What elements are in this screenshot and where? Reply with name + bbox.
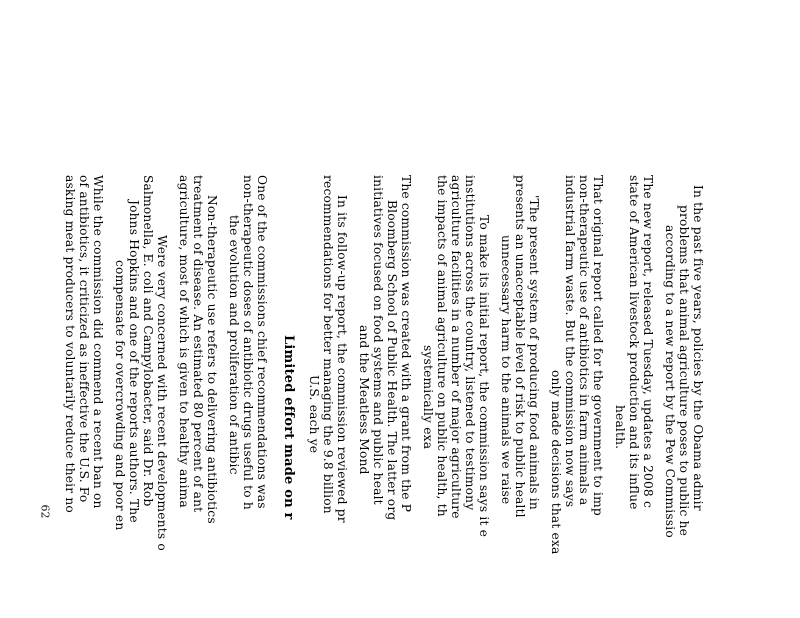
text-line: the evolution and proliferation of antibic (227, 215, 241, 475)
text-line: Bloomberg School of Public Health. The latter org (385, 200, 399, 521)
text-line: 'The present system of producing food animals in (527, 195, 541, 510)
text-line: asking meat producers to voluntarily reduce their no (63, 175, 77, 513)
text-line: recommendations for better managing the 9.8 billion (321, 175, 335, 514)
text-line: While the commission did commend a recent ban on (91, 175, 105, 509)
text-line: initiatives focused on food systems and public healt (371, 175, 385, 505)
text-line: In the past five years, policies by the Obama admir (691, 185, 705, 511)
text-line: institutions across the country, listened to testimony (463, 175, 477, 511)
text-line: agriculture facilities in a number of major agriculture (449, 175, 463, 519)
text-line: non-therapeutic doses of antibiotic drugs useful to h (241, 175, 255, 510)
text-line: treatment of disease. An estimated 80 percent of ant (191, 175, 205, 513)
text-line: systemically exa (421, 345, 435, 450)
text-line: the impacts of animal agriculture on public health, th (435, 175, 449, 517)
text-line: That original report called for the government to imp (591, 175, 605, 516)
text-line: and the Meatless Mond (357, 325, 371, 475)
text-line: only made decisions that exa (549, 370, 563, 555)
text-line: compensate for overcrowding and poor en (113, 260, 127, 531)
text-line: Salmonella, E. coli and Campylobacter, said Dr. Rob (141, 175, 155, 507)
text-line: presents an unacceptable level of risk to public healtl (513, 175, 527, 518)
text-line: The new report, released Tuesday, updates a 2008 c (641, 175, 655, 508)
text-line: To make its initial report, the commission says it e (477, 215, 491, 538)
text-line: The commission was created with a grant from the P (399, 175, 413, 513)
text-line: Non-therapeutic use refers to delivering antibiotics (205, 195, 219, 524)
text-line: according to a new report by the Pew Commissio (663, 225, 677, 538)
text-line: Johns Hopkins and one of the reports authors. The (127, 200, 141, 523)
section-heading: Limited effort made on r (281, 335, 296, 520)
page-number-label: 62 (38, 504, 52, 519)
text-line: non-therapeutic use of antibiotics in farm animals a (577, 175, 591, 506)
text-line: state of American livestock production and its influe (627, 175, 641, 510)
text-line: One of the commissions chief recommendations was (255, 175, 269, 509)
text-line: of antibiotics, it criticized as ineffective the U.S. Fo (77, 175, 91, 503)
text-line: unnecessary harm to the animals we raise (499, 235, 513, 505)
text-line: agriculture, most of which is given to healthy anima (177, 175, 191, 508)
text-line: U.S. each ye (307, 375, 321, 454)
text-line: Were very concerned with recent developments o (155, 235, 169, 551)
text-line: health. (613, 405, 627, 450)
text-line: industrial farm waste. But the commission now says (563, 175, 577, 508)
text-line: problems that animal agriculture poses to public he (677, 205, 691, 537)
text-line: In its follow-up report, the commission reviewed pr (335, 195, 349, 523)
rotated-document-page (5, 175, 705, 615)
